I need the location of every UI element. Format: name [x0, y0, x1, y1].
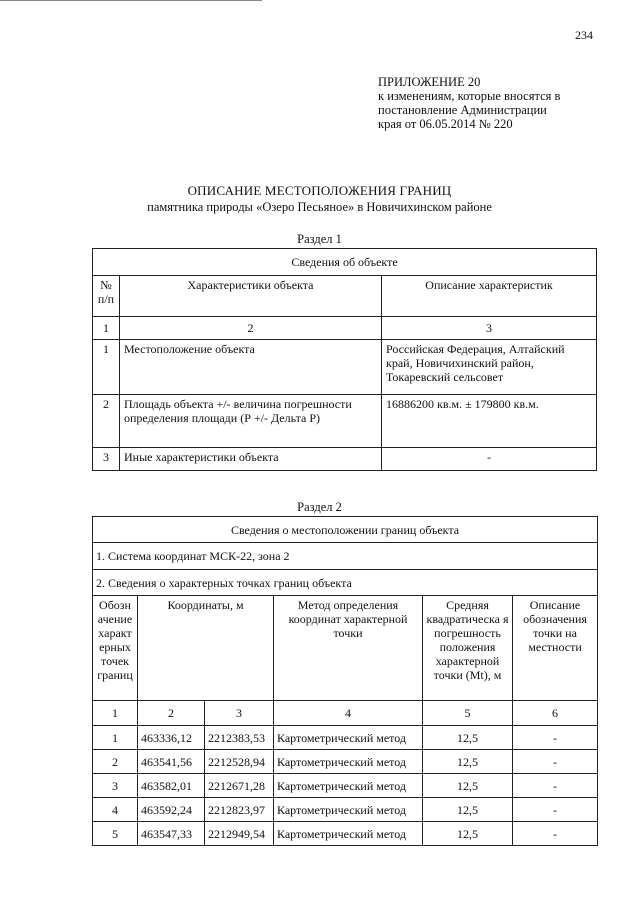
method: Картометрический метод	[274, 774, 423, 798]
row-number: 1	[93, 340, 120, 395]
point-description: -	[513, 726, 598, 750]
appendix-line-3: постановление Администрации	[378, 103, 547, 117]
appendix-line-4: края от 06.05.2014 № 220	[378, 117, 513, 131]
coord-y: 2212823,97	[205, 798, 274, 822]
coord-x: 463547,33	[138, 822, 205, 846]
column-number: 3	[205, 701, 274, 726]
points-info-line: 2. Сведения о характерных точках границ объекта	[93, 570, 598, 596]
coord-x: 463592,24	[138, 798, 205, 822]
table-row	[93, 774, 598, 798]
coord-y: 2212671,28	[205, 774, 274, 798]
table2-header: Сведения о местоположении границ объекта	[93, 517, 598, 543]
point-description: -	[513, 822, 598, 846]
column-number: 3	[382, 317, 597, 340]
point-id: 4	[93, 798, 138, 822]
column-number: 2	[138, 701, 205, 726]
column-header-error: Средняя квадратическа я погрешность положения характерной точки (Mt), м	[423, 596, 513, 701]
section-2-label: Раздел 2	[297, 500, 342, 514]
mt-error: 12,5	[423, 726, 513, 750]
column-number: 2	[120, 317, 382, 340]
table-row	[93, 822, 598, 846]
coord-y: 2212949,54	[205, 822, 274, 846]
coord-x: 463582,01	[138, 774, 205, 798]
row-number: 3	[93, 448, 120, 471]
point-id: 3	[93, 774, 138, 798]
point-description: -	[513, 798, 598, 822]
page-number: 234	[575, 28, 593, 42]
mt-error: 12,5	[423, 750, 513, 774]
table-row	[93, 750, 598, 774]
coord-x: 463336,12	[138, 726, 205, 750]
column-header-method: Метод определения координат характерной точки	[274, 596, 423, 701]
appendix-line-2: к изменениям, которые вносятся в	[378, 89, 561, 103]
coord-y: 2212383,53	[205, 726, 274, 750]
boundary-points-table	[92, 516, 598, 846]
top-rule	[0, 0, 262, 1]
mt-error: 12,5	[423, 774, 513, 798]
section-1-label: Раздел 1	[297, 232, 342, 246]
column-number: 5	[423, 701, 513, 726]
table-row	[93, 340, 597, 395]
point-description: -	[513, 774, 598, 798]
object-info-table	[92, 248, 597, 471]
column-header-point: Обозн ачение характ ерных точек границ	[93, 596, 138, 701]
column-header-characteristic: Характеристики объекта	[120, 276, 382, 317]
document-title: ОПИСАНИЕ МЕСТОПОЛОЖЕНИЯ ГРАНИЦ	[187, 183, 452, 198]
point-id: 1	[93, 726, 138, 750]
column-number: 1	[93, 701, 138, 726]
method: Картометрический метод	[274, 726, 423, 750]
point-id: 2	[93, 750, 138, 774]
column-header-description: Описание характеристик	[382, 276, 597, 317]
point-id: 5	[93, 822, 138, 846]
table-row	[93, 395, 597, 448]
column-header-coordinates: Координаты, м	[138, 596, 274, 701]
method: Картометрический метод	[274, 822, 423, 846]
appendix-block	[378, 75, 560, 131]
table-row	[93, 726, 598, 750]
method: Картометрический метод	[274, 798, 423, 822]
coordinate-system-line: 1. Система координат МСК-22, зона 2	[93, 543, 598, 570]
column-number: 4	[274, 701, 423, 726]
column-header-description: Описание обозначения точки на местности	[513, 596, 598, 701]
row-number: 2	[93, 395, 120, 448]
coord-y: 2212528,94	[205, 750, 274, 774]
mt-error: 12,5	[423, 822, 513, 846]
document-subtitle: памятника природы «Озеро Песьяное» в Новичихинском районе	[147, 200, 492, 214]
appendix-line-1: ПРИЛОЖЕНИЕ 20	[378, 75, 481, 89]
column-number: 1	[93, 317, 120, 340]
row-description: Российская Федерация, Алтайский край, Новичихинский район, Токаревский сельсовет	[382, 340, 597, 395]
method: Картометрический метод	[274, 750, 423, 774]
row-characteristic: Местоположение объекта	[120, 340, 382, 395]
column-number: 6	[513, 701, 598, 726]
table-row	[93, 448, 597, 471]
table-row	[93, 798, 598, 822]
row-characteristic: Площадь объекта +/- величина погрешности определения площади (Р +/- Дельта Р)	[120, 395, 382, 448]
mt-error: 12,5	[423, 798, 513, 822]
row-characteristic: Иные характеристики объекта	[120, 448, 382, 471]
table1-header: Сведения об объекте	[93, 249, 597, 276]
coord-x: 463541,56	[138, 750, 205, 774]
row-description: 16886200 кв.м. ± 179800 кв.м.	[382, 395, 597, 448]
column-header-number: № п/п	[93, 276, 120, 317]
point-description: -	[513, 750, 598, 774]
row-description: -	[382, 448, 597, 471]
